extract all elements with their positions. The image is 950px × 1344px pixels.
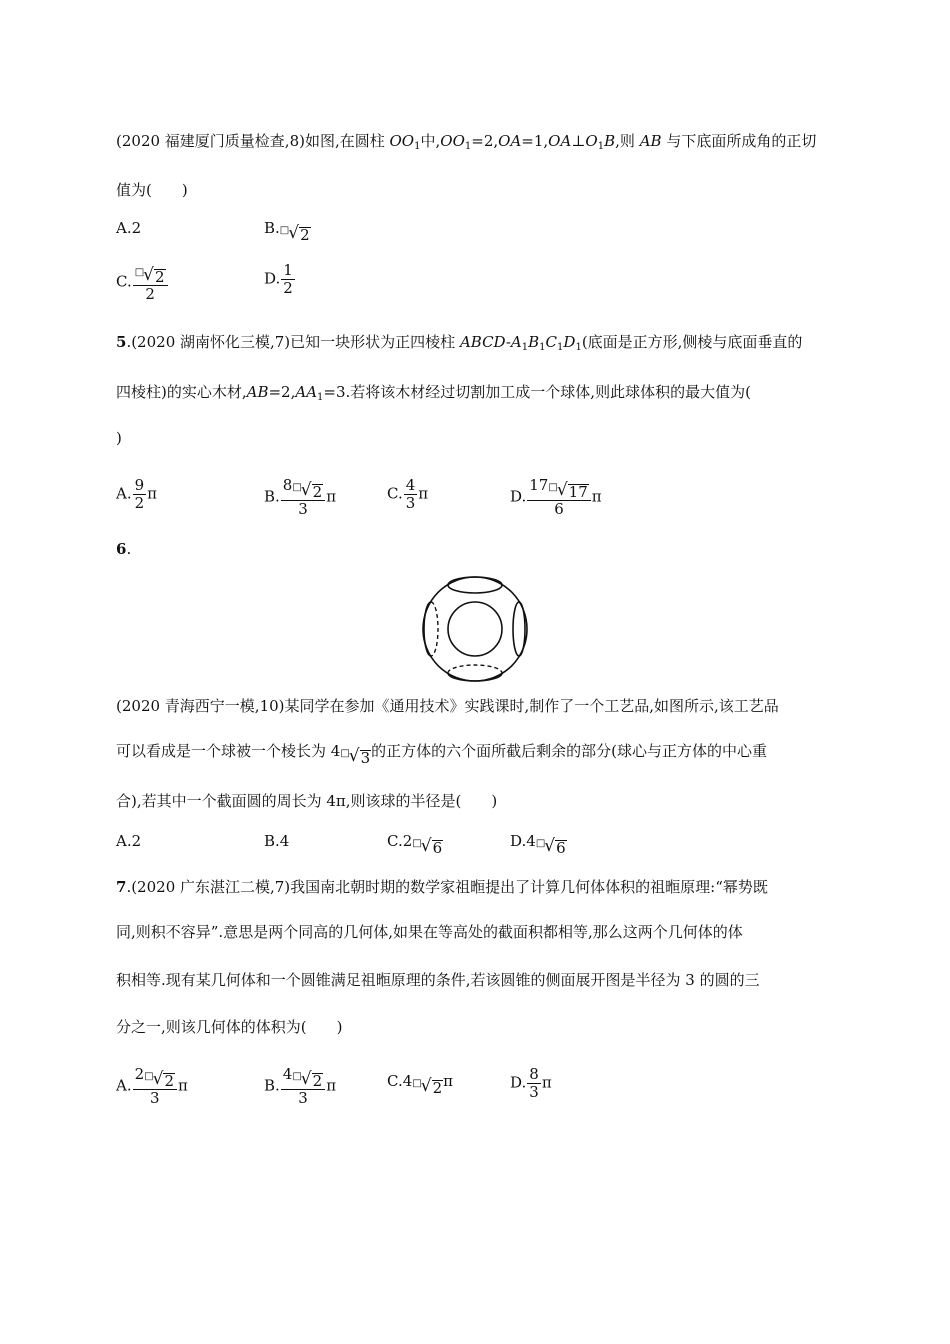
q5-aa1: AA [295,383,318,401]
q7-option-b-coef: 4 [282,1065,293,1083]
q7-option-b-radicand: 2 [312,1072,323,1090]
q7-option-a [116,1066,188,1107]
placeholder-box-icon: □ [535,838,546,849]
q4-option-d-numerator: 1 [283,261,293,279]
q5-prism: B [528,333,540,351]
q4-oo1: OO [389,132,415,150]
q6-option-c-radicand: 6 [432,839,443,857]
q4-option-c-denominator: 2 [145,285,155,303]
sqrt-symbol: □ √ 6 [412,836,443,857]
q7-option-b [264,1066,336,1107]
q5-text: 四棱柱)的实心木材, [116,383,247,401]
q5-option-a-numerator: 9 [134,476,145,494]
q6-option-d-radicand: 6 [556,839,566,857]
q7-stem-line3: 积相等.现有某几何体和一个圆锥满足祖暅原理的条件,若该圆锥的侧面展开图是半径为 3 的圆的三 [116,971,760,989]
q6-number-line [116,539,131,559]
q4-option-b [264,218,311,243]
q4-oa: OA [548,132,572,150]
pi: π [147,484,158,503]
q5-option-c-denominator: 3 [405,494,416,512]
q7-option-d-numerator: 8 [529,1065,539,1083]
q6-number: 6 [116,540,127,558]
sqrt-symbol: □ √ 2 [292,1069,323,1090]
placeholder-box-icon: □ [340,748,350,759]
q4-text: (2020 福建厦门质量检查,8)如图,在圆柱 [116,132,390,150]
q7-option-c [387,1071,453,1096]
q4-option-d-denominator: 2 [283,279,293,297]
sqrt-symbol: □ √ 2 [134,265,165,286]
fraction [404,477,418,512]
q5-text: .(2020 湖南怀化三模,7)已知一块形状为正四棱柱 [126,333,460,351]
pi: π [443,1072,453,1090]
q6-text: 可以看成是一个球被一个棱长为 4 [116,742,341,760]
pi: π [178,1076,188,1095]
q7-number: 7 [116,878,127,896]
q6-option-d-label: D.4 [510,832,536,850]
q5-stem-line3: ) [116,429,122,447]
q7-option-b-label: B. [264,1076,280,1095]
q5-prism: C [545,333,558,351]
q4-stem-line2: 值为( ) [116,181,188,199]
q7-option-a-radicand: 2 [164,1072,174,1090]
q7-option-b-denominator: 3 [298,1089,308,1107]
placeholder-box-icon: □ [134,267,145,278]
q5-option-c [387,477,428,512]
q6-stem-line2 [116,741,767,766]
placeholder-box-icon: □ [279,225,290,236]
fraction [133,1066,177,1107]
q5-sub: 1 [317,392,324,403]
q4-option-c-radicand: 2 [155,268,165,286]
q5-option-a-label: A. [116,484,132,503]
sqrt-symbol: □ √ 3 [340,746,371,767]
pi: π [541,1073,552,1092]
q6-option-c [387,831,443,856]
fraction [527,1066,541,1101]
q4-sub: 1 [414,141,421,152]
q5-option-b-radicand: 2 [312,483,323,501]
q7-stem-line1 [116,877,768,897]
q7-option-a-coef: 2 [134,1065,145,1083]
q7-stem-line4: 分之一,则该几何体的体积为( ) [116,1018,343,1036]
q7-option-a-label: A. [116,1076,132,1095]
q5-option-b-denominator: 3 [298,500,308,518]
q5-option-c-numerator: 4 [405,476,416,494]
fraction [133,477,147,512]
q4-oo1: OO [440,132,465,150]
sqrt-symbol: □ √ 17 [548,480,588,501]
q5-ab: AB [246,383,269,401]
pi: π [418,484,429,503]
pi: π [326,487,337,506]
q5-option-d-label: D. [510,487,527,506]
pi: π [326,1076,337,1095]
sqrt-symbol: □ √ 2 [279,223,310,244]
q4-text: =2, [471,132,499,150]
placeholder-box-icon: □ [412,1078,422,1089]
q5-prism: D [563,333,576,351]
q6-text: 的正方体的六个面所截后剩余的部分(球心与正方体的中心重 [371,742,768,760]
q6-dot: . [126,540,132,558]
q4-oa: OA [498,132,522,150]
q4-option-b-label: B. [264,219,280,237]
placeholder-box-icon: □ [548,482,558,493]
q4-sub: 1 [464,141,472,152]
q7-stem-line2: 同,则积不容异”.意思是两个同高的几何体,如果在等高处的截面积都相等,那么这两个几何体的体 [116,923,743,941]
sqrt-symbol: □ √ 2 [292,480,323,501]
q4-text: =1, [521,132,549,150]
sqrt-symbol: □ √ 2 [144,1069,174,1090]
q5-option-d-denominator: 6 [554,500,564,518]
q6-radicand: 3 [360,749,371,767]
q5-option-d [510,477,602,518]
q6-option-b: B.4 [264,832,290,850]
q4-option-c-label: C. [116,272,132,291]
q7-option-d [510,1066,552,1101]
sqrt-symbol: □ √ 2 [412,1076,443,1097]
q7-option-a-denominator: 3 [150,1089,160,1107]
q5-sub: 1 [521,342,529,353]
q5-option-d-coef: 17 [529,476,549,494]
q5-option-b-coef: 8 [282,476,293,494]
fraction [281,262,295,297]
q5-number: 5 [116,333,127,351]
q5-text: =3.若将该木材经过切割加工成一个球体,则此球体积的最大值为( [323,383,751,401]
placeholder-box-icon: □ [144,1071,154,1082]
q5-stem-line1 [116,332,802,352]
fraction [527,477,590,518]
q6-option-c-label: C.2 [387,832,413,850]
q4-perp: ⊥ [571,132,586,150]
q5-stem-line2 [116,382,751,402]
q4-text: 中, [420,132,441,150]
q4-sub: 1 [597,141,605,152]
q4-option-c [116,262,169,303]
placeholder-box-icon: □ [292,482,302,493]
q4-text: 与下底面所成角的正切 [661,132,817,150]
q4-stem-line1 [116,131,816,151]
q4-o1: O [585,132,598,150]
q5-option-b-label: B. [264,487,280,506]
q7-option-d-denominator: 3 [529,1083,539,1101]
fraction [281,1066,325,1107]
q4-b: B [604,132,616,150]
sqrt-symbol: □ √ 6 [535,836,566,857]
q5-text: =2, [268,383,296,401]
q5-option-c-label: C. [387,484,403,503]
q4-ab: AB [639,132,662,150]
q4-option-d-label: D. [264,269,281,288]
q6-stem-line1: (2020 青海西宁一模,10)某同学在参加《通用技术》实践课时,制作了一个工艺品,如图所示,该工艺品 [116,697,779,715]
q6-option-a: A.2 [116,832,142,850]
q4-option-a: A.2 [116,219,142,237]
fraction [281,477,325,518]
q7-option-c-label: C.4 [387,1072,413,1090]
sphere-figure [415,572,535,687]
q5-sub: 1 [539,342,546,353]
q6-stem-line3: 合),若其中一个截面圆的周长为 4π,则该球的半径是( ) [116,792,498,810]
q5-sub: 1 [575,342,582,353]
q5-text: (底面是正方形,侧棱与底面垂直的 [581,333,803,351]
q5-option-d-radicand: 17 [568,483,588,501]
q4-option-d [264,262,296,297]
q4-option-b-radicand: 2 [300,226,310,244]
q5-sub: 1 [557,342,564,353]
placeholder-box-icon: □ [412,838,422,849]
fraction [133,262,168,303]
q7-text: .(2020 广东湛江二模,7)我国南北朝时期的数学家祖暅提出了计算几何体体积的祖暅原理:“幂势既 [126,878,768,896]
q4-text: ,则 [615,132,640,150]
q5-option-a [116,477,157,512]
q6-option-d [510,831,567,856]
q5-option-b [264,477,336,518]
pi: π [591,487,602,506]
q7-option-c-radicand: 2 [432,1079,443,1097]
q5-option-a-denominator: 2 [134,494,145,512]
q7-option-d-label: D. [510,1073,527,1092]
placeholder-box-icon: □ [292,1071,302,1082]
q5-prism: ABCD-A [459,333,522,351]
